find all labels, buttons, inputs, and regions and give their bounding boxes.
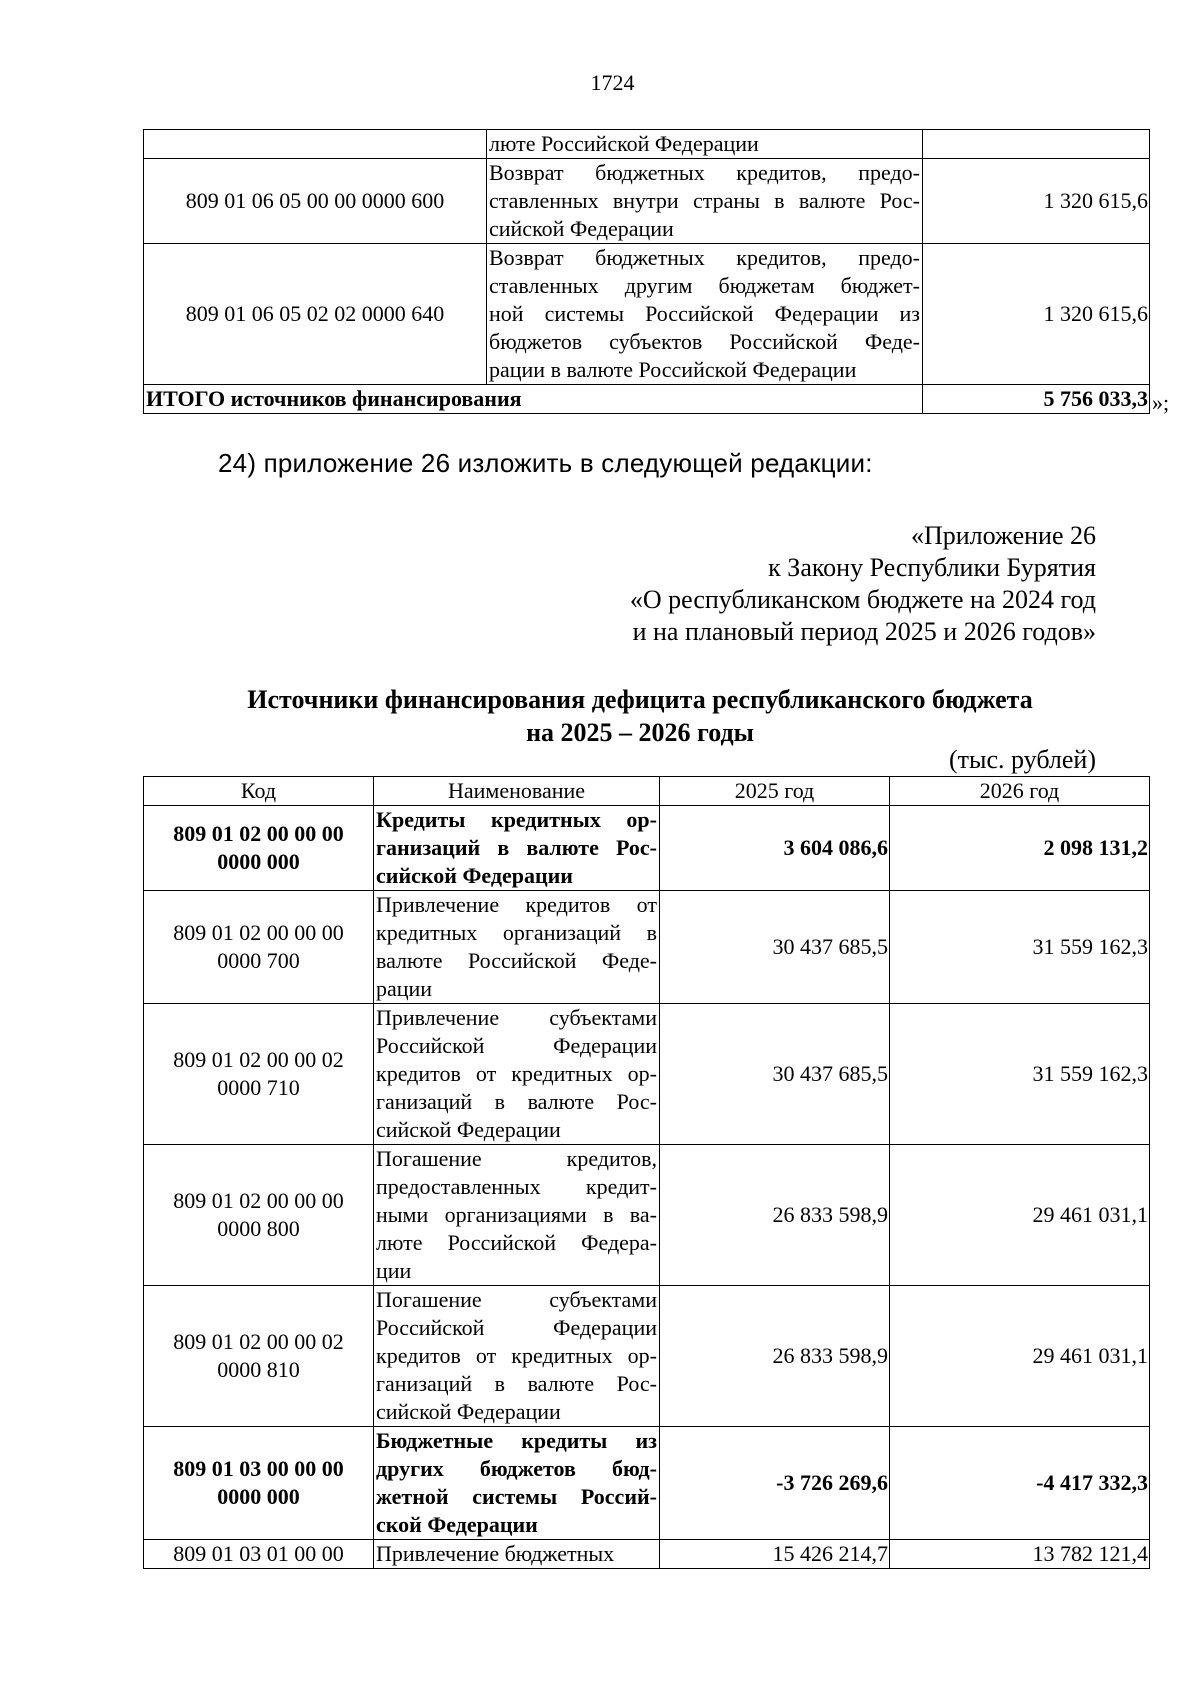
value-2025: 3 604 086,6	[660, 806, 890, 891]
name-line: Возврат бюджетных кредитов, предо-	[489, 245, 920, 270]
value-2026: 13 782 121,4	[890, 1540, 1150, 1569]
value-2025: 15 426 214,7	[660, 1540, 890, 1569]
name-line: Погашение субъектами	[376, 1287, 657, 1312]
name-line: Бюджетные кредиты из	[376, 1428, 657, 1453]
name-line: бюджетов субъектов Российской Феде-	[489, 329, 920, 354]
name-line: Возврат бюджетных кредитов, предо-	[489, 160, 920, 185]
table-row	[144, 1004, 1150, 1145]
table-row	[144, 1145, 1150, 1286]
name-line: люте Российской Федера-	[376, 1230, 657, 1255]
row-code	[144, 1286, 374, 1427]
name-line: Кредиты кредитных ор-	[376, 807, 657, 832]
name-line: Привлечение бюджетных	[376, 1541, 615, 1566]
code-line: 0000 800	[217, 1216, 300, 1241]
table-row	[144, 159, 1150, 244]
name-line: Российской Федерации	[376, 1033, 657, 1058]
row-code	[144, 1427, 374, 1540]
table-row	[144, 244, 1150, 385]
header-2025: 2025 год	[660, 777, 890, 806]
table-row	[144, 806, 1150, 891]
name-line: ставленных другим бюджетам бюджет-	[489, 273, 920, 298]
row-name	[374, 1427, 660, 1540]
row-name	[487, 244, 923, 385]
value-2026: 31 559 162,3	[890, 891, 1150, 1004]
appendix-header	[630, 520, 1096, 648]
header-row	[144, 777, 1150, 806]
appendix-line: и на плановый период 2025 и 2026 годов»	[632, 617, 1096, 646]
code-line: 0000 810	[217, 1357, 300, 1382]
units-label: (тыс. рублей)	[948, 745, 1096, 774]
document-title	[140, 683, 1140, 749]
value-2025: -3 726 269,6	[660, 1427, 890, 1540]
code-line: 809 01 03 01 00 00	[173, 1541, 344, 1566]
row-code	[144, 130, 487, 159]
name-line: предоставленных кредит-	[376, 1174, 657, 1199]
name-line: валюте Российской Феде-	[376, 948, 657, 973]
total-label: ИТОГО источников финансирования	[144, 385, 923, 414]
value-2025: 26 833 598,9	[660, 1286, 890, 1427]
name-line: Привлечение кредитов от	[376, 892, 657, 917]
sources-table-continued	[143, 129, 1150, 414]
name-line: ными организациями в ва-	[376, 1202, 657, 1227]
row-name	[487, 130, 923, 159]
code-line: 0000 700	[217, 948, 300, 973]
name-line: ганизаций в валюте Рос-	[376, 1371, 657, 1396]
table-row	[144, 1286, 1150, 1427]
row-name	[374, 1540, 660, 1569]
code-line: 0000 000	[217, 1484, 300, 1509]
name-line: Привлечение субъектами	[376, 1005, 657, 1030]
row-code: 809 01 06 05 00 00 0000 600	[144, 159, 487, 244]
name-line: люте Российской Федерации	[489, 131, 759, 156]
value-2026: 31 559 162,3	[890, 1004, 1150, 1145]
table-row	[144, 130, 1150, 159]
header-code: Код	[144, 777, 374, 806]
code-line: 809 01 02 00 00 00	[173, 1188, 344, 1213]
value-2026: 29 461 031,1	[890, 1286, 1150, 1427]
table-row	[144, 1540, 1150, 1569]
table-row	[144, 1427, 1150, 1540]
name-line: сийской Федерации	[376, 1117, 561, 1142]
row-name	[374, 1286, 660, 1427]
name-line: сийской Федерации	[489, 216, 674, 241]
row-name	[487, 159, 923, 244]
name-line: ской Федерации	[376, 1512, 538, 1537]
appendix-line: «О республиканском бюджете на 2024 год	[629, 585, 1096, 614]
name-line: ганизаций в валюте Рос-	[376, 1089, 657, 1114]
name-line: Погашение кредитов,	[376, 1146, 657, 1171]
row-code	[144, 1004, 374, 1145]
name-line: Российской Федерации	[376, 1315, 657, 1340]
total-value: 5 756 033,3	[923, 385, 1150, 414]
row-value: 1 320 615,6	[923, 159, 1150, 244]
header-name: Наименование	[374, 777, 660, 806]
name-line: других бюджетов бюд-	[376, 1456, 657, 1481]
name-line: ганизаций в валюте Рос-	[376, 835, 657, 860]
row-code	[144, 891, 374, 1004]
row-name	[374, 1145, 660, 1286]
value-2026: 29 461 031,1	[890, 1145, 1150, 1286]
name-line: ной системы Российской Федерации из	[489, 301, 920, 326]
appendix-line: «Приложение 26	[910, 521, 1096, 550]
row-value: 1 320 615,6	[923, 244, 1150, 385]
value-2025: 30 437 685,5	[660, 891, 890, 1004]
code-line: 809 01 02 00 00 02	[173, 1047, 344, 1072]
name-line: ции	[376, 1258, 412, 1283]
code-line: 809 01 02 00 00 00	[173, 920, 344, 945]
code-line: 0000 000	[217, 849, 300, 874]
row-code: 809 01 06 05 02 02 0000 640	[144, 244, 487, 385]
row-name	[374, 1004, 660, 1145]
value-2025: 26 833 598,9	[660, 1145, 890, 1286]
row-value	[923, 130, 1150, 159]
total-row	[144, 385, 1150, 414]
amendment-paragraph: 24) приложение 26 изложить в следующей редакции:	[218, 448, 873, 478]
name-line: сийской Федерации	[376, 1399, 561, 1424]
name-line: рации в валюте Российской Федерации	[489, 357, 857, 382]
header-2026: 2026 год	[890, 777, 1150, 806]
page-number: 1724	[590, 70, 635, 95]
code-line: 809 01 03 00 00 00	[173, 1456, 344, 1481]
appendix-line: к Закону Республики Бурятия	[768, 553, 1096, 582]
code-line: 0000 710	[217, 1075, 300, 1100]
row-name	[374, 806, 660, 891]
table-row	[144, 891, 1150, 1004]
value-2026: 2 098 131,2	[890, 806, 1150, 891]
title-line: Источники финансирования дефицита республиканского бюджета	[247, 685, 1033, 714]
name-line: ставленных внутри страны в валюте Рос-	[489, 188, 920, 213]
deficit-sources-table	[143, 776, 1150, 1569]
row-code	[144, 1540, 374, 1569]
name-line: жетной системы Россий-	[376, 1484, 657, 1509]
value-2025: 30 437 685,5	[660, 1004, 890, 1145]
name-line: рации	[376, 976, 433, 1001]
name-line: кредитов от кредитных ор-	[376, 1061, 657, 1086]
row-code	[144, 806, 374, 891]
title-line: на 2025 – 2026 годы	[526, 718, 754, 747]
code-line: 809 01 02 00 00 00	[173, 821, 344, 846]
value-2026: -4 417 332,3	[890, 1427, 1150, 1540]
name-line: кредитных организаций в	[376, 920, 657, 945]
row-name	[374, 891, 660, 1004]
row-code	[144, 1145, 374, 1286]
code-line: 809 01 02 00 00 02	[173, 1329, 344, 1354]
name-line: сийской Федерации	[376, 863, 573, 888]
closing-quote: »;	[1152, 390, 1170, 415]
name-line: кредитов от кредитных ор-	[376, 1343, 657, 1368]
